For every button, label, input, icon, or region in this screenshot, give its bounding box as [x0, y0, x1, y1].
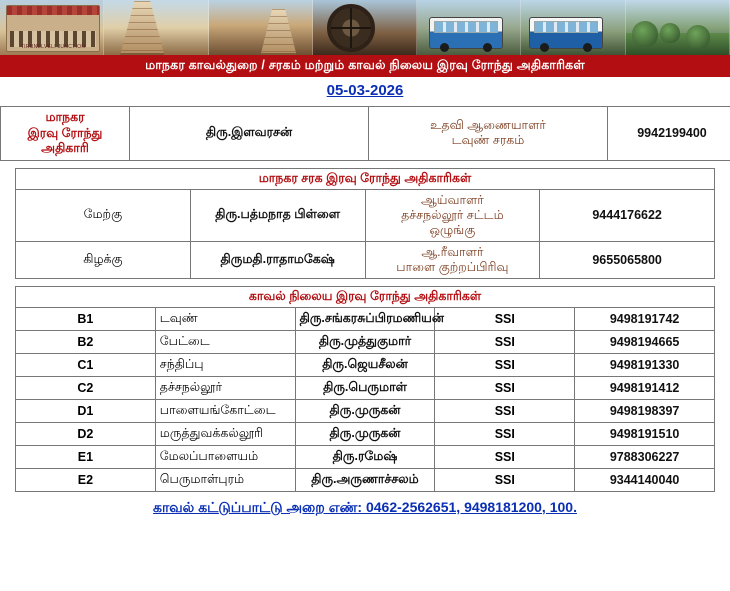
temple-tower-icon — [120, 1, 164, 55]
station-code: D1 — [16, 399, 156, 422]
zone-section-header: மாநகர சரக இரவு ரோந்து அதிகாரிகள் — [16, 168, 715, 189]
section-spacer — [0, 161, 730, 168]
station-code: E1 — [16, 445, 156, 468]
table-row — [1, 107, 730, 161]
station-officer-phone[interactable]: 9498198397 — [575, 399, 715, 422]
banner-photo-bus-two — [521, 0, 625, 55]
station-name: பாளையங்கோட்டை — [155, 399, 295, 422]
station-officer-rank: SSI — [435, 376, 575, 399]
date-row — [0, 77, 730, 106]
tower-tiers — [261, 9, 297, 53]
city-officer-designation-line-2: டவுண் சரகம் — [451, 133, 525, 148]
zone-designation-line-2: பாளை குற்றப்பிரிவு — [396, 259, 509, 274]
station-code: B1 — [16, 307, 156, 330]
date-value: 05-03-2026 — [326, 82, 404, 99]
city-officer-designation — [369, 107, 608, 161]
station-officer-phone[interactable]: 9788306227 — [575, 445, 715, 468]
page-title-text: மாநகர காவல்துறை / சரகம் மற்றும் காவல் நிலைய இரவு ரோந்து அதிகாரிகள் — [145, 58, 585, 72]
station-officers-table — [15, 286, 715, 492]
zone-section-header-row — [16, 168, 715, 189]
bus-wheel — [583, 43, 592, 52]
station-code: B2 — [16, 330, 156, 353]
banner-photo-landscape — [626, 0, 730, 55]
station-name-label: TIRUNELVELI JUNCTION — [20, 44, 86, 50]
table-row — [16, 422, 715, 445]
control-room-contact[interactable]: காவல் கட்டுப்பாட்டு அறை எண்: 0462-2562651, 9498181200, 100. — [153, 498, 577, 515]
station-officer-rank: SSI — [435, 422, 575, 445]
station-officer-phone[interactable]: 9498191412 — [575, 376, 715, 399]
city-officer-role-line-1: மாநகர — [45, 110, 85, 124]
zone-designation-line-2: தச்சநல்லூர் சட்டம் — [401, 207, 504, 222]
temple-tower-icon — [261, 9, 297, 55]
table-row — [16, 376, 715, 399]
station-officer-rank: SSI — [435, 445, 575, 468]
station-code: D2 — [16, 422, 156, 445]
banner-photo-railway-station — [0, 0, 104, 55]
zone-officer-phone[interactable]: 9655065800 — [540, 241, 715, 278]
station-name: பேட்டை — [155, 330, 295, 353]
table-row — [16, 399, 715, 422]
station-officer-rank: SSI — [435, 353, 575, 376]
zone-officer-phone[interactable]: 9444176622 — [540, 189, 715, 241]
station-officer-name: திரு.முத்துகுமார் — [295, 330, 435, 353]
station-officer-name: திரு.சங்கரசுப்பிரமணியன் — [295, 307, 435, 330]
zone-designation-line-1: ஆ.ரீவாளர் — [421, 244, 484, 259]
station-name: டவுண் — [155, 307, 295, 330]
zone-name: கிழக்கு — [16, 241, 191, 278]
station-officer-phone[interactable]: 9498191510 — [575, 422, 715, 445]
station-section-header: காவல் நிலைய இரவு ரோந்து அதிகாரிகள் — [16, 286, 715, 307]
table-row — [16, 353, 715, 376]
zone-officers-table — [15, 168, 715, 279]
bus-icon — [529, 17, 603, 49]
station-officer-phone[interactable]: 9344140040 — [575, 468, 715, 491]
table-row — [16, 189, 715, 241]
tree-icon — [660, 23, 680, 43]
bus-wheel — [540, 43, 549, 52]
banner-photo-chariot — [313, 0, 417, 55]
station-section-header-row — [16, 286, 715, 307]
zone-officer-designation — [365, 189, 540, 241]
banner-photo-temple-two — [209, 0, 313, 55]
station-name: மேலப்பாளையம் — [155, 445, 295, 468]
table-row — [16, 468, 715, 491]
section-spacer — [0, 279, 730, 286]
station-officer-rank: SSI — [435, 307, 575, 330]
station-name: தச்சநல்லூர் — [155, 376, 295, 399]
zone-designation-line-3: ஒழுங்கு — [429, 222, 476, 237]
bus-icon — [429, 17, 503, 49]
station-officer-name: திரு.முருகன் — [295, 399, 435, 422]
chariot-wheel-icon — [327, 4, 375, 52]
station-name: பெருமாள்புரம் — [155, 468, 295, 491]
station-officer-name: திரு.முருகன் — [295, 422, 435, 445]
tree-icon — [632, 21, 658, 47]
station-officer-rank: SSI — [435, 468, 575, 491]
station-officer-name: திரு.அருணாச்சலம் — [295, 468, 435, 491]
zone-officer-name: திருமதி.ராதாமகேஷ் — [190, 241, 365, 278]
city-officer-designation-line-1: உதவி ஆணையாளர் — [430, 118, 546, 133]
city-officer-role-line-3: அதிகாரி — [41, 141, 89, 156]
bus-wheel — [440, 43, 449, 52]
banner-photo-bus-one — [417, 0, 521, 55]
banner-photo-temple-one — [104, 0, 208, 55]
footer — [0, 492, 730, 518]
zone-designation-line-1: ஆய்வாளர் — [420, 192, 484, 207]
station-code: E2 — [16, 468, 156, 491]
zone-officer-designation — [365, 241, 540, 278]
table-row — [16, 241, 715, 278]
station-officer-rank: SSI — [435, 330, 575, 353]
bus-windows — [434, 21, 498, 33]
city-officer-role-line-2: இரவு ரோந்து — [27, 125, 103, 140]
zone-officer-name: திரு.பத்மநாத பிள்ளை — [190, 189, 365, 241]
table-row — [16, 330, 715, 353]
station-code: C2 — [16, 376, 156, 399]
station-officer-phone[interactable]: 9498194665 — [575, 330, 715, 353]
station-officer-name: திரு.ரமேஷ் — [295, 445, 435, 468]
station-officer-name: திரு.ஜெயசீலன் — [295, 353, 435, 376]
header-image-banner — [0, 0, 730, 55]
city-officer-role — [1, 107, 130, 161]
bus-wheel — [483, 43, 492, 52]
zone-name: மேற்கு — [16, 189, 191, 241]
city-officer-phone[interactable]: 9942199400 — [608, 107, 730, 161]
station-officer-name: திரு.பெருமாள் — [295, 376, 435, 399]
table-row — [16, 445, 715, 468]
bus-windows — [534, 21, 598, 33]
city-officer-name: திரு.இளவரசன் — [130, 107, 369, 161]
tower-tiers — [120, 1, 164, 53]
station-roof — [7, 6, 99, 15]
page-title — [0, 55, 730, 77]
table-row — [16, 307, 715, 330]
station-code: C1 — [16, 353, 156, 376]
station-name: சந்திப்பு — [155, 353, 295, 376]
station-name: மருத்துவக்கல்லூரி — [155, 422, 295, 445]
station-officer-phone[interactable]: 9498191742 — [575, 307, 715, 330]
station-officer-phone[interactable]: 9498191330 — [575, 353, 715, 376]
railway-station-graphic — [6, 5, 100, 52]
station-officer-rank: SSI — [435, 399, 575, 422]
city-officer-table — [0, 106, 730, 161]
tree-icon — [686, 25, 710, 49]
